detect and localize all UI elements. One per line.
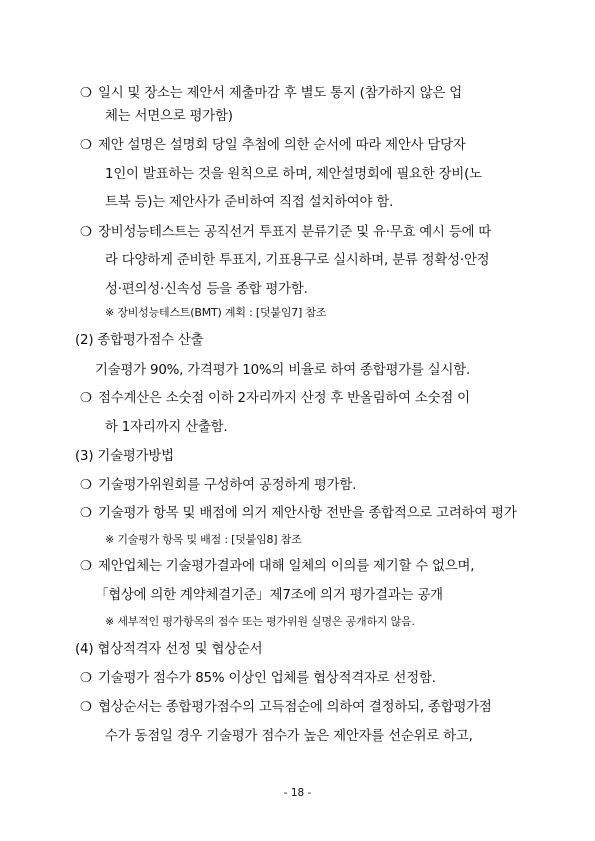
bullet-text: 일시 및 장소는 제안서 제출마감 후 별도 통지 (참가하지 않은 업 [98, 86, 462, 101]
bullet-continuation: 성·편의성·신속성 등을 종합 평가함. [105, 282, 308, 297]
bullet-continuation: 1인이 발표하는 것을 원칙으로 하며, 제안설명회에 필요한 장비(노 [105, 167, 482, 182]
bullet-continuation: 수가 동점일 경우 기술평가 점수가 높은 제안자를 선순위로 하고, [105, 729, 473, 744]
bullet-marker: ❍ [80, 138, 92, 153]
paragraph-text: 기술평가 90%, 가격평가 10%의 비율로 하여 종합평가를 실시함. [95, 363, 471, 378]
section-heading: (4) 협상적격자 선정 및 협상순서 [75, 642, 263, 657]
bullet-text: 장비성능테스트는 공직선거 투표지 분류기준 및 유·무효 예시 등에 따 [98, 225, 492, 240]
bullet-item-committee [80, 477, 356, 495]
bullet-continuation: 「협상에 의한 계약체결기준」제7조에 의거 평가결과는 공개 [95, 588, 443, 603]
bullet-continuation: 체는 서면으로 평가함) [105, 109, 233, 124]
section-heading: (3) 기술평가방법 [75, 449, 174, 464]
bullet-continuation: 하 1자리까지 산출함. [105, 420, 228, 435]
bullet-item-bmt [80, 224, 491, 242]
bullet-item-schedule [80, 85, 462, 103]
bullet-text: 기술평가 점수가 85% 이상인 업체를 협상적격자로 선정함. [98, 671, 436, 686]
reference-note: ※ 장비성능테스트(BMT) 계획 : [덧붙임7] 참조 [105, 306, 327, 319]
bullet-marker: ❍ [80, 559, 92, 574]
bullet-item-qualified [80, 670, 436, 688]
bullet-text: 제안업체는 기술평가결과에 대해 일체의 이의를 제기할 수 없으며, [98, 559, 475, 574]
bullet-marker: ❍ [80, 478, 92, 493]
bullet-item-score-calc [80, 390, 470, 408]
bullet-marker: ❍ [80, 671, 92, 686]
page-number: - 18 - [283, 787, 312, 799]
bullet-item-order [80, 699, 492, 717]
bullet-text: 기술평가 항목 및 배점에 의거 제안사항 전반을 종합적으로 고려하여 평가 [98, 506, 517, 521]
bullet-marker: ❍ [80, 86, 92, 101]
bullet-item-objection [80, 558, 474, 576]
bullet-continuation: 트북 등)는 제안사가 준비하여 직접 설치하여야 함. [105, 195, 394, 210]
bullet-marker: ❍ [80, 391, 92, 406]
bullet-text: 점수계산은 소숫점 이하 2자리까지 산정 후 반올림하여 소숫점 이 [98, 391, 470, 406]
reference-note: ※ 세부적인 평가항목의 점수 또는 평가위원 실명은 공개하지 않음. [105, 615, 415, 628]
bullet-item-criteria [80, 505, 517, 523]
bullet-marker: ❍ [80, 225, 92, 240]
bullet-item-presentation [80, 137, 466, 155]
bullet-text: 제안 설명은 설명회 당일 추첨에 의한 순서에 따라 제안사 담당자 [98, 138, 466, 153]
bullet-text: 기술평가위원회를 구성하여 공정하게 평가함. [98, 478, 357, 493]
bullet-continuation: 라 다양하게 준비한 투표지, 기표용구로 실시하며, 분류 정확성·안정 [105, 253, 490, 268]
bullet-marker: ❍ [80, 506, 92, 521]
section-heading: (2) 종합평가점수 산출 [75, 333, 204, 348]
reference-note: ※ 기술평가 항목 및 배점 : [덧붙임8] 참조 [105, 533, 302, 546]
bullet-text: 협상순서는 종합평가점수의 고득점순에 의하여 결정하되, 종합평가점 [98, 700, 492, 715]
bullet-marker: ❍ [80, 700, 92, 715]
